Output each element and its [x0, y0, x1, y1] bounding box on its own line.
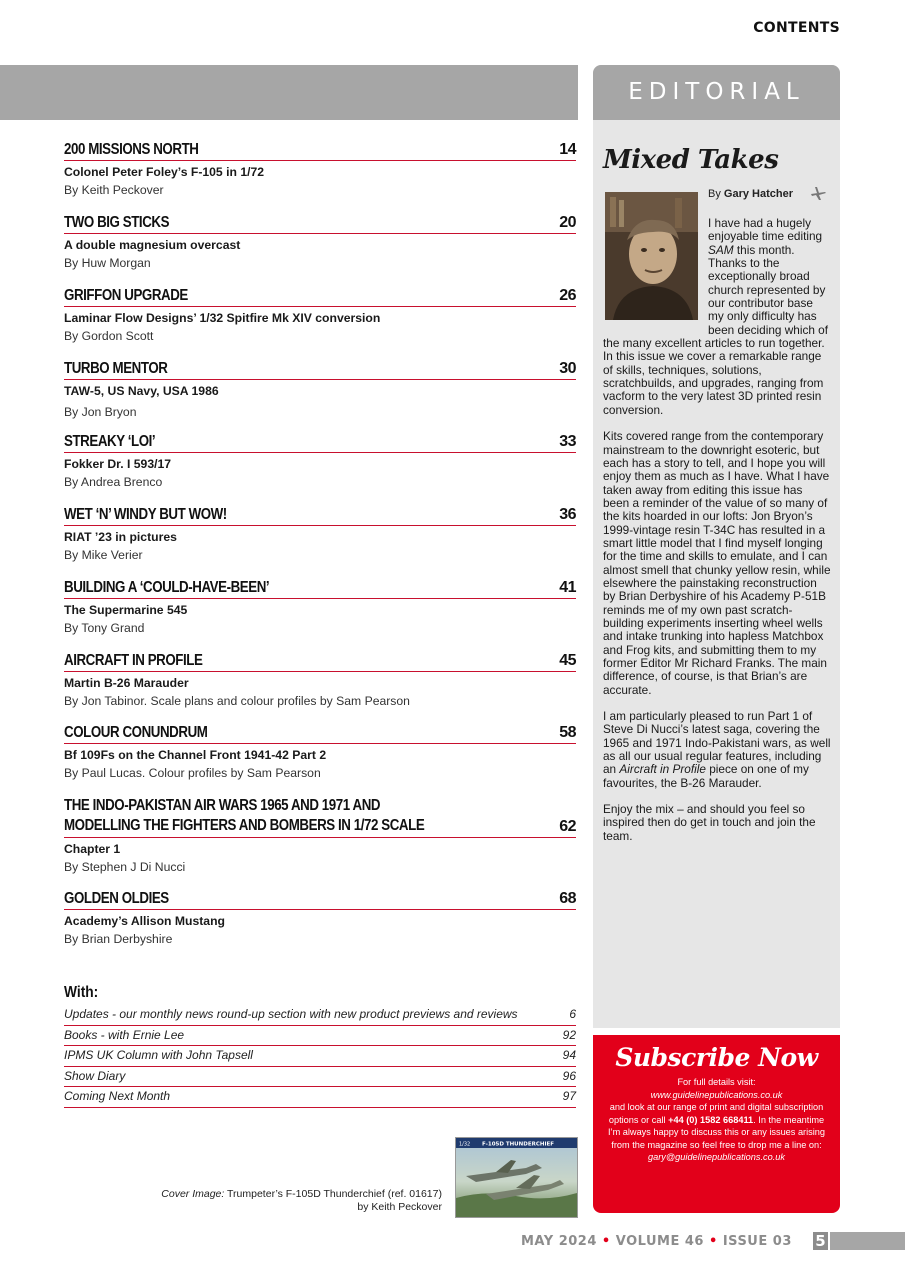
- editorial-paragraph: Enjoy the mix – and should you feel so inspired then do get in touch and join the team.: [603, 802, 816, 843]
- article-subtitle: Colonel Peter Foley’s F-105 in 1/72: [64, 165, 265, 179]
- plane-icon: [809, 185, 827, 206]
- item-label: Coming Next Month: [64, 1089, 171, 1103]
- cover-caption-text: Trumpeter’s F-105D Thunderchief (ref. 01617): [224, 1188, 442, 1200]
- toc-entry[interactable]: [64, 140, 576, 213]
- toc-entry[interactable]: [64, 505, 576, 578]
- page-number: 36: [559, 506, 576, 523]
- article-byline: By Jon Bryon: [64, 405, 137, 419]
- article-byline: By Huw Morgan: [64, 256, 151, 270]
- list-item[interactable]: [64, 1046, 576, 1067]
- page-number: 20: [559, 214, 576, 231]
- text-run: I have had a hugely enjoyable time editing: [708, 216, 823, 244]
- article-byline: By Tony Grand: [64, 621, 145, 635]
- article-subtitle: Academy’s Allison Mustang: [64, 914, 225, 928]
- editorial-paragraph: Kits covered range from the contemporary mainstream to the downright esoteric, but each has a story to tell, and I hope you will enjoy them as much as I have. What I have taken away from editing this issue has been a reminder of the value of so many of the kits hoarded in our lofts: Jon Bryon’s 1999-vintage resin T-34C has resulted in a smart little model that I find myself longing for the time and skills to emulate, and I can almost smell that chunky yellow resin, while elsewhere the painstaking reconstruction by Brian Derbyshire of his Academy P-51B reminds me of my own past scratch-building experiments inserting wheel wells and intake trunking into hapless Matchbox and Frog kits, and submitting them to my former Editor Mr Richard Franks. The main difference, of course, is that Brian’s are accurate.: [603, 429, 831, 697]
- subscribe-title: Subscribe Now: [615, 1043, 818, 1072]
- article-byline: By Stephen J Di Nucci: [64, 860, 186, 874]
- section-label: CONTENTS: [753, 20, 840, 36]
- editorial-byline: [708, 188, 793, 200]
- toc-entry[interactable]: [64, 213, 576, 286]
- editorial-body: [603, 217, 831, 856]
- subscribe-box[interactable]: [593, 1035, 840, 1213]
- header-band: [0, 65, 578, 120]
- text-run: . In the meantime I’m always happy to discuss this or any issues arising from the magazine so feel free to drop me a line on:: [607, 1114, 826, 1150]
- page-number: 6: [569, 1007, 576, 1021]
- text-run: SAM: [708, 242, 734, 257]
- toc-entry[interactable]: [64, 796, 576, 889]
- page-number: 62: [559, 818, 576, 835]
- issue-number: ISSUE 03: [722, 1234, 792, 1249]
- article-byline: By Brian Derbyshire: [64, 932, 173, 946]
- article-byline: By Mike Verier: [64, 548, 143, 562]
- cover-caption: [161, 1188, 442, 1214]
- article-title: GRIFFON UPGRADE: [64, 287, 188, 304]
- page-number: 92: [562, 1027, 576, 1042]
- phone-number[interactable]: +44 (0) 1582 668411: [668, 1114, 754, 1125]
- article-subtitle: TAW-5, US Navy, USA 1986: [64, 384, 219, 398]
- article-byline: By Keith Peckover: [64, 183, 164, 197]
- editorial-panel: [593, 65, 840, 1028]
- article-title: THE INDO-PAKISTAN AIR WARS 1965 AND 1971 AND MODELLING THE FIGHTERS AND BOMBERS IN 1/72 SCALE: [64, 797, 425, 834]
- page-number: 33: [559, 433, 576, 450]
- toc-entry[interactable]: [64, 723, 576, 796]
- separator: •: [703, 1234, 723, 1249]
- page-number: 30: [559, 360, 576, 377]
- item-label: Show Diary: [64, 1068, 126, 1083]
- text-run: I am particularly pleased to run Part 1 of Steve Di Nucci’s latest saga, covering the 1965 and 1971 Indo-Pakistani wars, as well as all our usual regular features, including an: [603, 709, 831, 777]
- text-run: For full details visit:: [677, 1077, 756, 1087]
- issue-footer: [521, 1234, 792, 1249]
- text-run: Aircraft in Profile: [619, 762, 706, 777]
- toc-entry[interactable]: [64, 578, 576, 651]
- page-number: 45: [559, 652, 576, 669]
- item-label: IPMS UK Column with John Tapsell: [64, 1048, 253, 1062]
- article-title: AIRCRAFT IN PROFILE: [64, 652, 203, 669]
- cover-caption-label: Cover Image:: [161, 1188, 225, 1200]
- page-number: 41: [559, 579, 576, 596]
- article-byline: By Paul Lucas. Colour profiles by Sam Pearson: [64, 766, 321, 780]
- article-title: WET ‘N’ WINDY BUT WOW!: [64, 506, 227, 523]
- with-heading: With:: [64, 984, 99, 1001]
- text-run: and look at our range of print and digital subscription options or call: [608, 1102, 824, 1125]
- box-title-text: F-105D THUNDERCHIEF: [482, 1141, 555, 1148]
- article-subtitle: Martin B-26 Marauder: [64, 676, 189, 690]
- item-label: Updates - our monthly news round-up section with new product previews and reviews: [64, 1007, 518, 1021]
- issue-volume: VOLUME 46: [615, 1234, 704, 1249]
- article-title: GOLDEN OLDIES: [64, 890, 169, 907]
- article-title: TWO BIG STICKS: [64, 214, 170, 231]
- list-item[interactable]: [64, 1005, 576, 1026]
- article-subtitle: A double magnesium overcast: [64, 238, 241, 252]
- article-title: 200 MISSIONS NORTH: [64, 141, 199, 158]
- editorial-title: Mixed Takes: [603, 145, 779, 175]
- page-number: 26: [559, 287, 576, 304]
- page-number: 97: [562, 1089, 576, 1103]
- website-link[interactable]: www.guidelinepublications.co.uk: [650, 1089, 783, 1100]
- editorial-heading: EDITORIAL: [593, 65, 840, 120]
- article-subtitle: Bf 109Fs on the Channel Front 1941-42 Part 2: [64, 748, 327, 762]
- text-run: piece on one of my favourites, the B-26 Marauder.: [603, 762, 809, 790]
- box-scale-text: 1/32: [459, 1141, 471, 1148]
- page-number: 94: [562, 1048, 576, 1062]
- editorial-paragraph: [603, 710, 831, 790]
- toc-entry[interactable]: [64, 432, 576, 505]
- subscribe-text: [607, 1076, 826, 1164]
- article-subtitle: Chapter 1: [64, 842, 121, 856]
- list-item[interactable]: [64, 1067, 576, 1088]
- toc-entry[interactable]: [64, 286, 576, 359]
- article-byline: By Andrea Brenco: [64, 475, 163, 489]
- footer-band: [830, 1232, 905, 1250]
- cover-caption-credit: by Keith Peckover: [357, 1201, 442, 1213]
- issue-month: MAY 2024: [521, 1234, 597, 1249]
- author-name: Gary Hatcher: [723, 188, 793, 200]
- byline-prefix: By: [708, 188, 724, 200]
- toc-entry[interactable]: [64, 651, 576, 723]
- item-label: Books - with Ernie Lee: [64, 1027, 185, 1042]
- cover-image[interactable]: [455, 1137, 578, 1218]
- article-subtitle: Fokker Dr. I 593/17: [64, 457, 172, 471]
- article-subtitle: Laminar Flow Designs’ 1/32 Spitfire Mk XIV conversion: [64, 311, 381, 325]
- article-subtitle: The Supermarine 545: [64, 603, 188, 617]
- article-title: STREAKY ‘LOI’: [64, 433, 156, 450]
- email-link[interactable]: gary@guidelinepublications.co.uk: [647, 1152, 785, 1162]
- text-run: this month. Thanks to the exceptionally broad church represented by our contributor base my only difficulty has been deciding which of the many excellent articles to run together. In this issue we cover a remarkable range of skills, techniques, solutions, scratchbuilds, and upgrades, ranging from vacform to the very latest 3D printed resin conversion.: [603, 242, 829, 417]
- toc-entry[interactable]: [64, 889, 576, 962]
- regulars-list: [64, 1005, 576, 1108]
- separator: •: [596, 1234, 616, 1249]
- list-item[interactable]: [64, 1087, 576, 1108]
- article-subtitle: RIAT ’23 in pictures: [64, 530, 177, 544]
- page-number: 14: [559, 141, 576, 158]
- article-title: BUILDING A ‘COULD-HAVE-BEEN’: [64, 579, 270, 596]
- page-number: 68: [559, 890, 576, 907]
- list-item[interactable]: [64, 1026, 576, 1047]
- article-byline: By Gordon Scott: [64, 329, 154, 343]
- page-number: 58: [559, 724, 576, 741]
- page-number: 5: [813, 1232, 828, 1250]
- article-title: COLOUR CONUNDRUM: [64, 724, 208, 741]
- page-number: 96: [562, 1068, 576, 1083]
- toc-entry[interactable]: [64, 359, 576, 432]
- contents-list: [64, 140, 576, 962]
- article-byline: By Jon Tabinor. Scale plans and colour profiles by Sam Pearson: [64, 694, 410, 708]
- article-title: TURBO MENTOR: [64, 360, 168, 377]
